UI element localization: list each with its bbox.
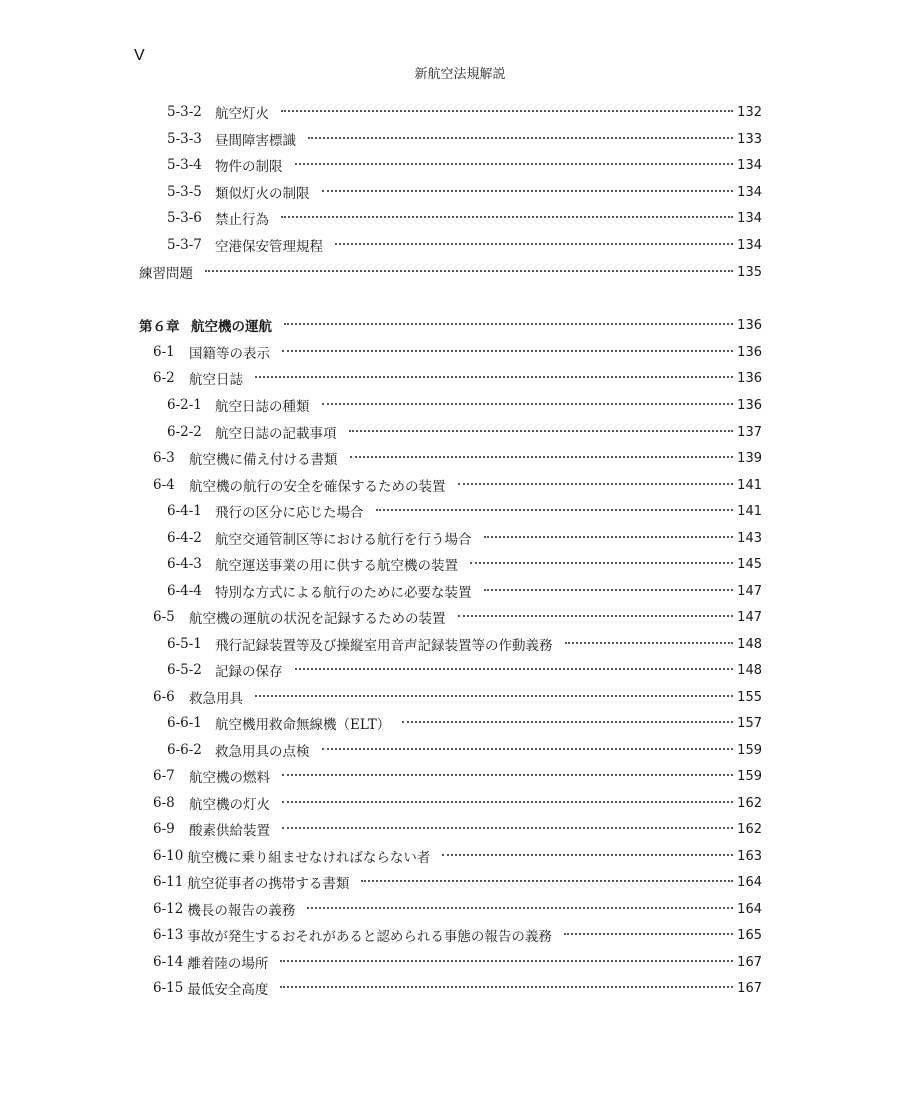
toc-entry-page: 143 xyxy=(737,530,762,546)
toc-entry-number: 6-10 xyxy=(153,848,184,864)
toc-entry-page: 155 xyxy=(737,689,762,705)
dot-leader xyxy=(322,748,734,750)
toc-entry-title: 国籍等の表示 xyxy=(189,346,270,362)
dot-leader xyxy=(281,110,733,112)
dot-leader xyxy=(376,509,734,511)
toc-entry-page: 135 xyxy=(737,264,762,280)
toc-entry-title: 事故が発生するおそれがあると認められる事態の報告の義務 xyxy=(187,929,552,945)
toc-entry-title: 空港保安管理規程 xyxy=(215,239,323,255)
dot-leader xyxy=(255,376,733,378)
toc-chapter-title: 航空機の運航 xyxy=(191,319,272,335)
toc-entry-page: 134 xyxy=(737,157,762,173)
toc-entry-page: 147 xyxy=(737,583,762,599)
dot-leader xyxy=(442,854,733,856)
toc-entry-title: 禁止行為 xyxy=(215,212,269,228)
toc-entry-page: 148 xyxy=(737,636,762,652)
toc-entry-number: 6-14 xyxy=(153,954,184,970)
dot-leader xyxy=(284,323,733,325)
toc-entry-page: 147 xyxy=(737,609,762,625)
dot-leader xyxy=(295,163,734,165)
toc-entry-number: 6-13 xyxy=(153,927,184,943)
toc-entry-page: 136 xyxy=(737,317,762,333)
dot-leader xyxy=(282,827,733,829)
toc-entry-number: 6-5-1 xyxy=(167,636,202,652)
toc-entry-number: 6-9 xyxy=(153,821,175,837)
toc-entry-page: 157 xyxy=(737,715,762,731)
toc-entry-6-15[interactable] xyxy=(153,978,762,998)
toc-entry-page: 167 xyxy=(737,980,762,996)
toc-entry-title: 航空機の航行の安全を確保するための装置 xyxy=(189,479,446,495)
toc-entry-page: 159 xyxy=(737,742,762,758)
toc-entry-page: 137 xyxy=(737,424,762,440)
toc-entry-title: 機長の報告の義務 xyxy=(187,903,296,919)
dot-leader xyxy=(307,907,733,909)
toc-entry-page: 134 xyxy=(737,237,762,253)
toc-entry-number: 5-3-3 xyxy=(167,131,202,147)
dot-leader xyxy=(280,986,733,988)
toc-entry-number: 6-4 xyxy=(153,477,175,493)
toc-chapter-number: 第６章 xyxy=(139,319,180,335)
toc-entry-6-6-1[interactable] xyxy=(167,713,762,733)
dot-leader xyxy=(564,933,733,935)
dot-leader xyxy=(361,880,733,882)
toc-entry-title: 航空機の運航の状況を記録するための装置 xyxy=(189,611,446,627)
toc-entry-number: 6-3 xyxy=(153,450,175,466)
toc-entry-page: 164 xyxy=(737,901,762,917)
toc-entry-6-1[interactable] xyxy=(153,342,762,362)
toc-entry-number: 6-5 xyxy=(153,609,175,625)
toc-entry-number: 5-3-7 xyxy=(167,237,202,253)
toc-entry-6-10[interactable] xyxy=(153,846,762,866)
toc-entry-number: 6-6-1 xyxy=(167,715,202,731)
toc-entry-title: 航空交通管制区等における航行を行う場合 xyxy=(215,532,472,548)
toc-entry-number: 6-6 xyxy=(153,689,175,705)
toc-entry-number: 5-3-4 xyxy=(167,157,202,173)
toc-entry-title: 救急用具の点検 xyxy=(215,744,310,760)
toc-entry-page: 148 xyxy=(737,662,762,678)
toc-entry-number: 6-1 xyxy=(153,344,175,360)
toc-entry-6-2[interactable] xyxy=(153,368,762,388)
dot-leader xyxy=(470,562,733,564)
running-header-title: 新航空法規解説 xyxy=(414,67,506,82)
dot-leader xyxy=(402,721,733,723)
toc-entry-5-3-4[interactable] xyxy=(167,155,762,175)
toc-entry-6-4-2[interactable] xyxy=(167,528,762,548)
toc-entry-number: 6-2-2 xyxy=(167,424,202,440)
toc-entry-6-8[interactable] xyxy=(153,793,762,813)
toc-entry-title: 離着陸の場所 xyxy=(187,956,269,972)
dot-leader xyxy=(308,137,733,139)
toc-entry-title: 航空機の燃料 xyxy=(189,770,270,786)
toc-entry-page: 139 xyxy=(737,450,762,466)
toc-entry-6-7[interactable] xyxy=(153,766,762,786)
toc-entry-6-4-1[interactable] xyxy=(167,501,762,521)
toc-entry-page: 141 xyxy=(737,477,762,493)
toc-entry-6-11[interactable] xyxy=(153,872,762,892)
toc-entry-6-13[interactable] xyxy=(153,925,762,945)
toc-entry-6-4[interactable] xyxy=(153,475,762,495)
toc-entry-page: 165 xyxy=(737,927,762,943)
toc-entry-title: 最低安全高度 xyxy=(187,982,269,998)
toc-entry-page: 159 xyxy=(737,768,762,784)
toc-entry-title: 酸素供給装置 xyxy=(189,823,270,839)
toc-entry-6-6[interactable] xyxy=(153,687,762,707)
toc-entry-5-3-3[interactable] xyxy=(167,129,762,149)
toc-entry-page: 145 xyxy=(737,556,762,572)
toc-entry-number: 5-3-6 xyxy=(167,210,202,226)
toc-entry-number: 6-8 xyxy=(153,795,175,811)
dot-leader xyxy=(458,615,734,617)
toc-entry-title: 昼間障害標識 xyxy=(215,133,296,149)
toc-entry-title: 航空機の灯火 xyxy=(189,797,270,813)
page-number: V xyxy=(134,47,145,64)
dot-leader xyxy=(350,456,734,458)
dot-leader xyxy=(349,430,734,432)
toc-entry-5-3-2[interactable] xyxy=(167,102,762,122)
toc-entry-page: 134 xyxy=(737,210,762,226)
toc-entry-page: 136 xyxy=(737,344,762,360)
toc-entry-exercises[interactable] xyxy=(139,262,762,282)
dot-leader xyxy=(282,774,733,776)
dot-leader xyxy=(205,270,733,272)
toc-entry-number: 6-15 xyxy=(153,980,184,996)
toc-entry-page: 132 xyxy=(737,104,762,120)
toc-entry-page: 163 xyxy=(737,848,762,864)
toc-entry-page: 162 xyxy=(737,795,762,811)
toc-entry-title: 航空機に備え付ける書類 xyxy=(189,452,338,468)
toc-entry-page: 162 xyxy=(737,821,762,837)
toc-entry-5-3-5[interactable] xyxy=(167,182,762,202)
toc-entry-6-2-1[interactable] xyxy=(167,395,762,415)
toc-entry-6-5-1[interactable] xyxy=(167,634,762,654)
dot-leader xyxy=(335,243,733,245)
toc-entry-number: 6-11 xyxy=(153,874,184,890)
toc-entry-page: 133 xyxy=(737,131,762,147)
toc-entry-6-6-2[interactable] xyxy=(167,740,762,760)
toc-entry-number: 6-7 xyxy=(153,768,175,784)
toc-entry-title: 航空機用救命無線機（ELT） xyxy=(215,717,391,733)
toc-entry-page: 136 xyxy=(737,397,762,413)
dot-leader xyxy=(282,801,733,803)
toc-entry-number: 6-4-4 xyxy=(167,583,202,599)
dot-leader xyxy=(484,589,734,591)
toc-entry-title: 飛行記録装置等及び操縦室用音声記録装置等の作動義務 xyxy=(215,638,553,654)
toc-entry-number: 6-4-3 xyxy=(167,556,202,572)
dot-leader xyxy=(484,536,734,538)
toc-entry-6-14[interactable] xyxy=(153,952,762,972)
toc-entry-page: 134 xyxy=(737,184,762,200)
dot-leader xyxy=(565,642,734,644)
toc-entry-title: 特別な方式による航行のために必要な装置 xyxy=(215,585,472,601)
toc-entry-number: 6-2 xyxy=(153,370,175,386)
toc-entry-6-5-2[interactable] xyxy=(167,660,762,680)
toc-entry-page: 136 xyxy=(737,370,762,386)
toc-entry-page: 164 xyxy=(737,874,762,890)
toc-entry-6-4-4[interactable] xyxy=(167,581,762,601)
toc-entry-number: 6-4-1 xyxy=(167,503,202,519)
dot-leader xyxy=(255,695,733,697)
toc-entry-title: 記録の保存 xyxy=(215,664,283,680)
toc-entry-page: 141 xyxy=(737,503,762,519)
toc-entry-6-4-3[interactable] xyxy=(167,554,762,574)
toc-entry-number: 6-12 xyxy=(153,901,184,917)
toc-chapter-6[interactable] xyxy=(139,315,762,335)
toc-entry-title: 航空日誌の記載事項 xyxy=(215,426,337,442)
toc-entry-5-3-7[interactable] xyxy=(167,235,762,255)
toc-entry-title: 航空機に乗り組ませなければならない者 xyxy=(187,850,431,866)
toc-entry-number: 5-3-5 xyxy=(167,184,202,200)
toc-entry-title: 航空灯火 xyxy=(215,106,269,122)
toc-entry-number: 6-4-2 xyxy=(167,530,202,546)
toc-entry-6-9[interactable] xyxy=(153,819,762,839)
toc-entry-title: 類似灯火の制限 xyxy=(215,186,310,202)
dot-leader xyxy=(458,483,734,485)
toc-entry-title: 救急用具 xyxy=(189,691,243,707)
dot-leader xyxy=(281,216,733,218)
dot-leader xyxy=(295,668,734,670)
toc-entry-title: 航空日誌の種類 xyxy=(215,399,310,415)
dot-leader xyxy=(322,403,734,405)
toc-entry-6-2-2[interactable] xyxy=(167,422,762,442)
dot-leader xyxy=(322,190,734,192)
toc-entry-title: 航空運送事業の用に供する航空機の装置 xyxy=(215,558,458,574)
toc-entry-title: 練習問題 xyxy=(139,266,193,282)
toc-entry-6-3[interactable] xyxy=(153,448,762,468)
dot-leader xyxy=(280,960,733,962)
toc-entry-6-5[interactable] xyxy=(153,607,762,627)
toc-entry-6-12[interactable] xyxy=(153,899,762,919)
toc-entry-title: 航空日誌 xyxy=(189,372,243,388)
toc-entry-number: 5-3-2 xyxy=(167,104,202,120)
dot-leader xyxy=(282,350,733,352)
toc-entry-title: 飛行の区分に応じた場合 xyxy=(215,505,364,521)
toc-entry-title: 航空従事者の携帯する書類 xyxy=(187,876,350,892)
toc-entry-title: 物件の制限 xyxy=(215,159,283,175)
toc-entry-page: 167 xyxy=(737,954,762,970)
toc-entry-number: 6-5-2 xyxy=(167,662,202,678)
toc-entry-number: 6-6-2 xyxy=(167,742,202,758)
toc-entry-5-3-6[interactable] xyxy=(167,208,762,228)
toc-entry-number: 6-2-1 xyxy=(167,397,202,413)
